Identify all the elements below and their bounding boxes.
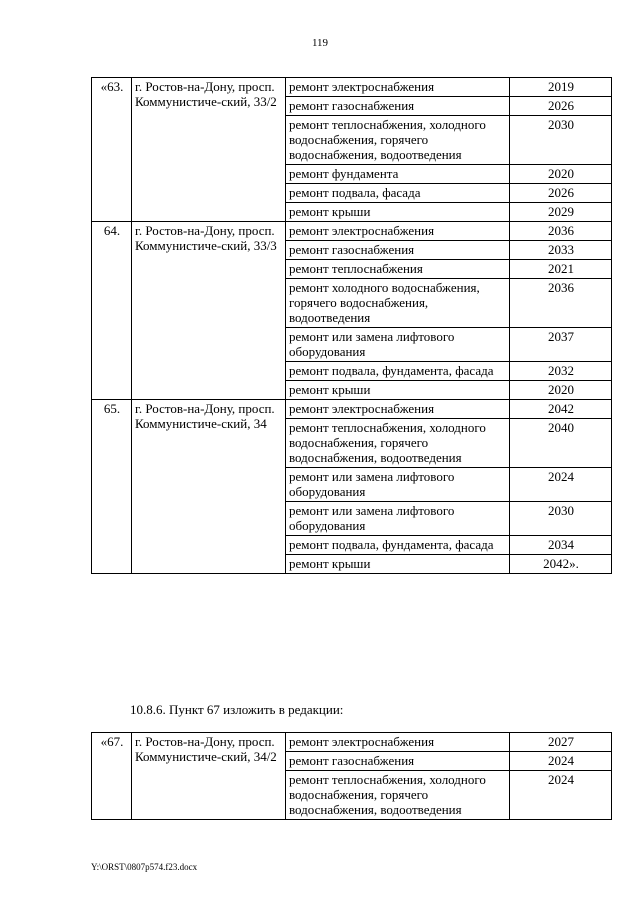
year-cell: 2024 <box>510 771 612 820</box>
item-number: «67. <box>92 733 132 820</box>
year-cell: 2024 <box>510 752 612 771</box>
year-cell: 2030 <box>510 116 612 165</box>
work-type-cell: ремонт электроснабжения <box>286 78 510 97</box>
works-table-2 <box>91 732 612 820</box>
work-type-cell: ремонт газоснабжения <box>286 752 510 771</box>
address-cell: г. Ростов-на-Дону, просп. Коммунистиче-ский, 33/2 <box>132 78 286 222</box>
work-type-cell: ремонт электроснабжения <box>286 400 510 419</box>
work-type-cell: ремонт крыши <box>286 381 510 400</box>
address-cell: г. Ростов-на-Дону, просп. Коммунистиче-ский, 33/3 <box>132 222 286 400</box>
work-type-cell: ремонт теплоснабжения <box>286 260 510 279</box>
work-type-cell: ремонт или замена лифтового оборудования <box>286 502 510 536</box>
year-cell: 2026 <box>510 184 612 203</box>
year-cell: 2021 <box>510 260 612 279</box>
amendment-paragraph: 10.8.6. Пункт 67 изложить в редакции: <box>130 702 344 717</box>
year-cell: 2026 <box>510 97 612 116</box>
year-cell: 2020 <box>510 165 612 184</box>
year-cell: 2019 <box>510 78 612 97</box>
year-cell: 2030 <box>510 502 612 536</box>
address-cell: г. Ростов-на-Дону, просп. Коммунистиче-ский, 34/2 <box>132 733 286 820</box>
year-cell: 2042 <box>510 400 612 419</box>
year-cell: 2024 <box>510 468 612 502</box>
work-type-cell: ремонт теплоснабжения, холодного водоснабжения, горячего водоснабжения, водоотведения <box>286 116 510 165</box>
page-number: 119 <box>311 37 329 49</box>
work-type-cell: ремонт подвала, фундамента, фасада <box>286 536 510 555</box>
work-type-cell: ремонт подвала, фасада <box>286 184 510 203</box>
work-type-cell: ремонт теплоснабжения, холодного водоснабжения, горячего водоснабжения, водоотведения <box>286 771 510 820</box>
work-type-cell: ремонт газоснабжения <box>286 97 510 116</box>
work-type-cell: ремонт холодного водоснабжения, горячего водоснабжения, водоотведения <box>286 279 510 328</box>
year-cell: 2020 <box>510 381 612 400</box>
year-cell: 2033 <box>510 241 612 260</box>
work-type-cell: ремонт крыши <box>286 555 510 574</box>
file-path-footer: Y:\ORST\0807p574.f23.docx <box>91 862 198 872</box>
work-type-cell: ремонт газоснабжения <box>286 241 510 260</box>
work-type-cell: ремонт или замена лифтового оборудования <box>286 328 510 362</box>
year-cell: 2036 <box>510 279 612 328</box>
work-type-cell: ремонт электроснабжения <box>286 222 510 241</box>
work-type-cell: ремонт подвала, фундамента, фасада <box>286 362 510 381</box>
year-cell: 2034 <box>510 536 612 555</box>
table-row <box>92 78 612 97</box>
work-type-cell: ремонт фундамента <box>286 165 510 184</box>
works-table-1 <box>91 77 612 574</box>
table-row <box>92 222 612 241</box>
item-number: 64. <box>92 222 132 400</box>
year-cell: 2042». <box>510 555 612 574</box>
work-type-cell: ремонт крыши <box>286 203 510 222</box>
table-row <box>92 400 612 419</box>
item-number: 65. <box>92 400 132 574</box>
item-number: «63. <box>92 78 132 222</box>
year-cell: 2036 <box>510 222 612 241</box>
year-cell: 2040 <box>510 419 612 468</box>
work-type-cell: ремонт теплоснабжения, холодного водоснабжения, горячего водоснабжения, водоотведения <box>286 419 510 468</box>
year-cell: 2027 <box>510 733 612 752</box>
work-type-cell: ремонт электроснабжения <box>286 733 510 752</box>
address-cell: г. Ростов-на-Дону, просп. Коммунистиче-ский, 34 <box>132 400 286 574</box>
table-row <box>92 733 612 752</box>
year-cell: 2029 <box>510 203 612 222</box>
work-type-cell: ремонт или замена лифтового оборудования <box>286 468 510 502</box>
year-cell: 2032 <box>510 362 612 381</box>
year-cell: 2037 <box>510 328 612 362</box>
